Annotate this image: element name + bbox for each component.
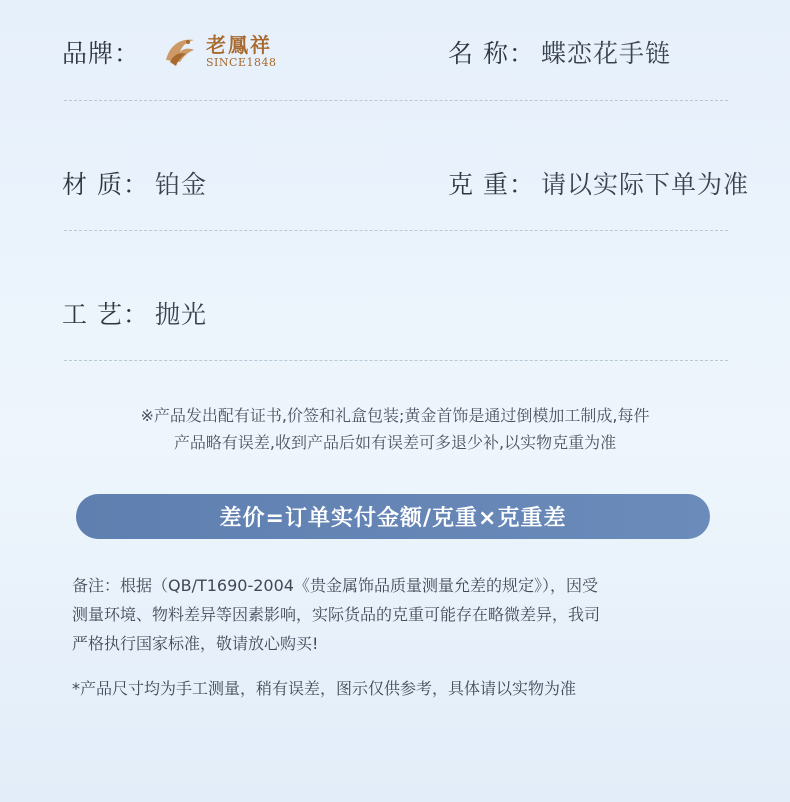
row-material-weight — [0, 153, 790, 213]
phoenix-logo-icon — [160, 32, 200, 72]
craft-label: 工 艺： — [62, 300, 149, 329]
name-field — [448, 22, 671, 82]
weight-value: 请以实际下单为准 — [540, 170, 749, 199]
remark-text — [72, 571, 722, 658]
material-field — [62, 153, 207, 213]
remark-line: 严格执行国家标准，敬请放心购买! — [72, 634, 319, 653]
notice-line: ※产品发出配有证书,价签和礼盒包装;黄金首饰是通过倒模加工制成,每件 — [140, 406, 650, 425]
brand-logo — [160, 32, 276, 72]
brand-logo-since: SINCE1848 — [206, 56, 277, 69]
size-disclaimer: *产品尺寸均为手工测量，稍有误差，图示仅供参考，具体请以实物为准 — [72, 679, 577, 698]
material-value: 铂金 — [154, 170, 207, 199]
remark-line: 测量环境、物料差异等因素影响，实际货品的克重可能存在略微差异，我司 — [72, 605, 601, 624]
row-brand-name — [0, 22, 790, 82]
name-label: 名 称： — [448, 39, 535, 68]
divider — [64, 100, 728, 101]
name-value: 蝶恋花手链 — [540, 39, 671, 68]
weight-field — [448, 153, 749, 213]
brand-field — [62, 22, 276, 82]
material-label: 材 质： — [62, 170, 149, 199]
brand-logo-chinese: 老鳳祥 — [206, 33, 273, 57]
brand-label: 品牌： — [62, 39, 141, 68]
divider — [64, 360, 728, 361]
brand-logo-text — [206, 34, 276, 70]
notice-text — [0, 402, 790, 456]
weight-label: 克 重： — [448, 170, 535, 199]
price-difference-formula-banner: 差价=订单实付金额/克重×克重差 — [76, 494, 710, 539]
notice-line: 产品略有误差,收到产品后如有误差可多退少补,以实物克重为准 — [173, 433, 617, 452]
remark-line: 备注：根据（QB/T1690-2004《贵金属饰品质量测量允差的规定》），因受 — [72, 576, 598, 595]
craft-field — [62, 283, 207, 343]
row-craft — [0, 283, 790, 343]
craft-value: 抛光 — [154, 300, 207, 329]
divider — [64, 230, 728, 231]
